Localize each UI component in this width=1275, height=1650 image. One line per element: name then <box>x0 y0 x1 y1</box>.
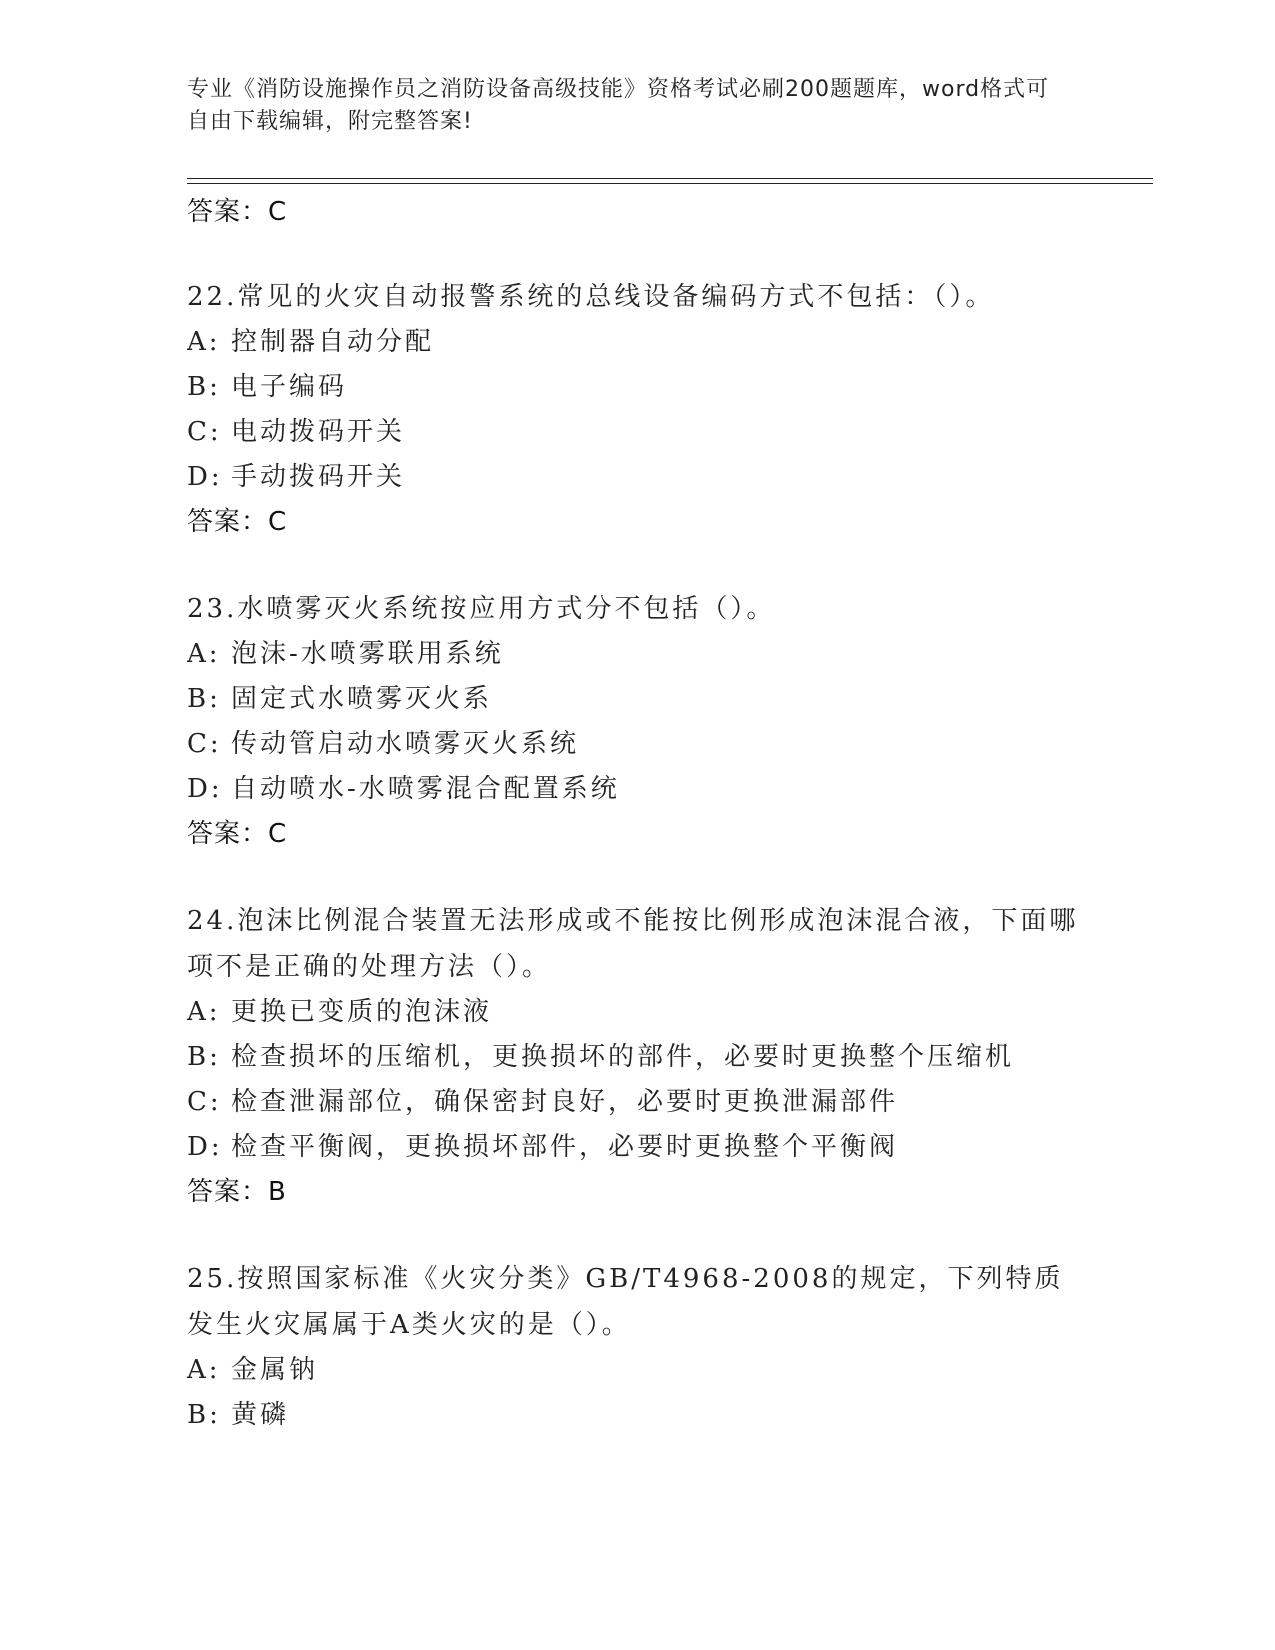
question-item <box>187 586 1087 856</box>
option-d <box>187 767 1087 812</box>
option-c <box>187 410 1087 455</box>
option-text: 固定式水喷雾灭火系 <box>231 684 493 714</box>
option-a <box>187 1348 1087 1393</box>
option-key: B: <box>187 372 221 402</box>
answer-line: 答案：C <box>187 819 288 849</box>
option-d <box>187 455 1087 500</box>
option-text: 泡沫-水喷雾联用系统 <box>231 639 504 669</box>
option-d <box>187 1125 1087 1170</box>
option-key: B: <box>187 1042 221 1072</box>
option-text: 更换已变质的泡沫液 <box>231 997 493 1027</box>
option-c <box>187 1080 1087 1125</box>
option-key: A: <box>187 997 221 1027</box>
answer-line: 答案：C <box>187 507 288 537</box>
option-text: 传动管启动水喷雾灭火系统 <box>231 729 580 759</box>
option-a <box>187 990 1087 1035</box>
option-text: 自动喷水-水喷雾混合配置系统 <box>231 774 620 804</box>
option-text: 金属钠 <box>231 1355 319 1385</box>
document-header: 专业《消防设施操作员之消防设备高级技能》资格考试必刷200题题库，word格式可自由下载编辑，附完整答案! <box>187 77 1050 134</box>
option-key: A: <box>187 327 221 357</box>
option-a <box>187 632 1087 677</box>
question-stem: 23.水喷雾灭火系统按应用方式分不包括（）。 <box>187 594 776 624</box>
option-a <box>187 320 1087 365</box>
option-key: D: <box>187 774 223 804</box>
option-text: 检查平衡阀，更换损坏部件，必要时更换整个平衡阀 <box>231 1132 899 1162</box>
option-key: A: <box>187 1355 221 1385</box>
option-b <box>187 365 1087 410</box>
header-divider-top <box>187 178 1153 179</box>
question-item <box>187 274 1087 544</box>
option-text: 电动拨码开关 <box>231 417 406 447</box>
option-key: C: <box>187 729 222 759</box>
option-b <box>187 677 1087 722</box>
option-text: 检查泄漏部位，确保密封良好，必要时更换泄漏部件 <box>231 1087 899 1117</box>
option-key: A: <box>187 639 221 669</box>
previous-answer: 答案：C <box>187 197 288 227</box>
option-key: C: <box>187 417 222 447</box>
answer-line: 答案：B <box>187 1177 287 1207</box>
option-b <box>187 1035 1087 1080</box>
option-text: 黄磷 <box>231 1400 290 1430</box>
option-text: 控制器自动分配 <box>231 327 435 357</box>
question-list <box>187 190 1087 1480</box>
option-key: D: <box>187 1132 223 1162</box>
option-text: 电子编码 <box>231 372 348 402</box>
question-stem: 22.常见的火灾自动报警系统的总线设备编码方式不包括：（）。 <box>187 282 995 312</box>
option-c <box>187 722 1087 767</box>
question-stem: 24.泡沫比例混合装置无法形成或不能按比例形成泡沫混合液，下面哪项不是正确的处理方法（）。 <box>187 906 1079 982</box>
option-b <box>187 1393 1087 1438</box>
option-text: 检查损坏的压缩机，更换损坏的部件，必要时更换整个压缩机 <box>231 1042 1015 1072</box>
option-key: D: <box>187 462 223 492</box>
question-item <box>187 1256 1087 1438</box>
option-key: C: <box>187 1087 222 1117</box>
option-key: B: <box>187 1400 221 1430</box>
question-item <box>187 898 1087 1214</box>
header-divider-bottom <box>187 183 1153 184</box>
question-stem: 25.按照国家标准《火灾分类》GB/T4968-2008的规定，下列特质发生火灾属属于A类火灾的是（）。 <box>187 1264 1064 1340</box>
option-key: B: <box>187 684 221 714</box>
option-text: 手动拨码开关 <box>231 462 406 492</box>
